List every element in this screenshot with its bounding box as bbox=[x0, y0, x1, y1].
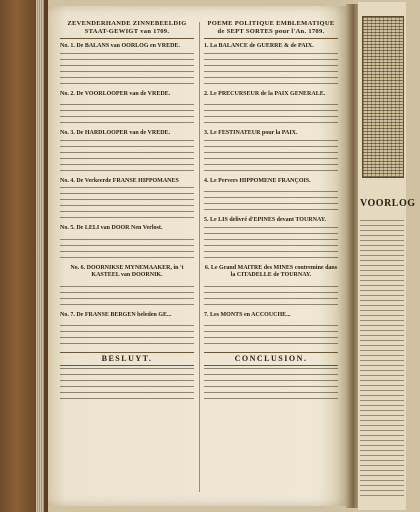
french-section-heading: 3. Le FESTINATEUR pour la PAIX. bbox=[204, 130, 298, 137]
column-divider bbox=[199, 22, 200, 492]
dutch-section-heading: No. 2. De VOORLOOPER van de VREDE. bbox=[60, 90, 171, 97]
verse-text-block bbox=[60, 187, 194, 221]
dutch-column-title: ZEVENDERHANDE ZINNEBEELDIG STAAT-GEWIGT van 1709. bbox=[60, 20, 194, 39]
verse-text-block bbox=[204, 100, 338, 126]
french-section-heading: 5. Le LIS delivré d'EPINES devant TOURNAY. bbox=[204, 217, 327, 224]
french-section-heading: 1. La BALANCE de GUERRE & de PAIX. bbox=[204, 43, 314, 50]
right-page bbox=[358, 2, 416, 510]
dutch-section-heading: No. 4. De Verkeerde FRANSE HIPPOMANES bbox=[60, 177, 179, 184]
dutch-column bbox=[60, 20, 194, 494]
verse-text-block bbox=[204, 187, 338, 213]
french-section-heading: 4. Le Pervers HIPPOMENE FRANÇOIS. bbox=[204, 177, 311, 184]
verse-text-block bbox=[204, 321, 338, 347]
dutch-section-heading: No. 7. De FRANSE BERGEN beleden GE... bbox=[60, 311, 172, 318]
engraving-illustration bbox=[362, 16, 404, 178]
french-section-heading: 7. Les MONTS en ACCOUCHE... bbox=[204, 311, 291, 318]
verse-text-block bbox=[60, 100, 194, 126]
book-gutter bbox=[346, 4, 358, 508]
verse-text-block bbox=[204, 227, 338, 261]
verse-text-block bbox=[60, 321, 194, 347]
verse-text-block bbox=[204, 140, 338, 174]
verse-text-block bbox=[204, 53, 338, 87]
french-column bbox=[204, 20, 338, 494]
verse-text-block bbox=[60, 53, 194, 87]
verse-text-block bbox=[60, 235, 194, 261]
verse-text-block bbox=[60, 368, 194, 402]
dutch-section-heading: No. 3. De HARDLOOPER van de VREDE. bbox=[60, 130, 171, 137]
dutch-section-heading: No. 6. DOORNIKSE MYNEMAAKER, in 't KASTEEL van DOORNIK. bbox=[70, 264, 184, 279]
right-page-title: VOORLOG bbox=[360, 198, 416, 209]
french-closing-heading: CONCLUSION. bbox=[204, 352, 338, 366]
verse-text-block bbox=[60, 140, 194, 174]
dutch-section-heading: No. 1. De BALANS van OORLOG en VREDE. bbox=[60, 43, 180, 50]
french-section-heading: 2. Le PRECURSEUR de la PAIX GENERALE. bbox=[204, 90, 326, 97]
book-cover-edge bbox=[0, 0, 48, 512]
french-column-title: POEME POLITIQUE EMBLEMATIQUE de SEPT SORTES pour l'An. 1709. bbox=[204, 20, 338, 39]
right-page-text-block bbox=[360, 216, 404, 496]
verse-text-block bbox=[204, 368, 338, 402]
verse-text-block bbox=[204, 282, 338, 308]
french-section-heading: 6. Le Grand MAITRE des MINES contremine dans la CITADELLE de TOURNAY. bbox=[204, 264, 338, 279]
verse-text-block bbox=[60, 282, 194, 308]
dutch-section-heading: No. 5. De LELI van DOOR Nen Verlost. bbox=[60, 225, 163, 232]
dutch-closing-heading: BESLUYT. bbox=[60, 352, 194, 366]
